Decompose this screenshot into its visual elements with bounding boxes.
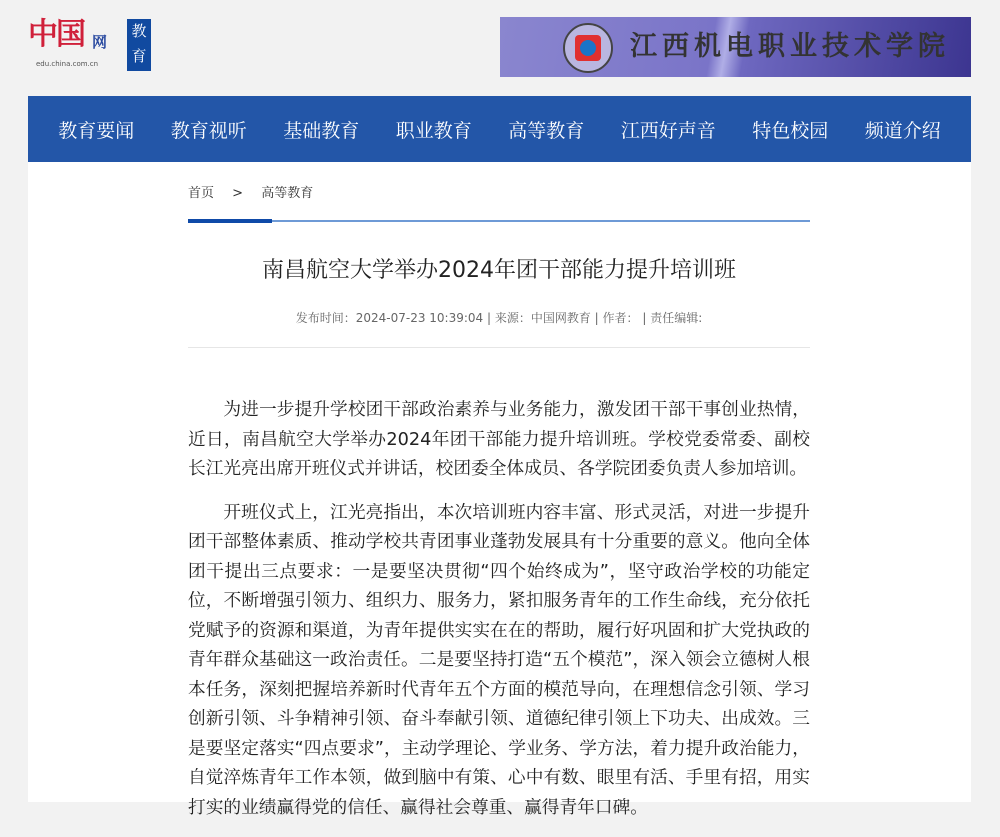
main-nav xyxy=(28,96,971,162)
breadcrumb-home[interactable]: 首页 xyxy=(188,186,215,201)
banner-text: 江西机电职业技术学院 xyxy=(630,31,950,62)
divider xyxy=(188,220,810,222)
ad-banner[interactable] xyxy=(500,17,971,77)
college-seal-icon xyxy=(563,23,613,73)
paragraph: 开班仪式上，江光亮指出，本次培训班内容丰富、形式灵活，对进一步提升团干部整体素质、推动学校共青团事业蓬勃发展具有十分重要的意义。他向全体团干提出三点要求：一是要坚决贯彻“四个始终成为”，坚守政治学校的功能定位，不断增强引领力、组织力、服务力，紧扣服务青年的工作生命线，充分依托党赋予的资源和渠道，为青年提供实实在在的帮助，履行好巩固和扩大党执政的青年群众基础这一政治责任。二是要坚持打造“五个模范”，深入领会立德树人根本任务，深刻把握培养新时代青年五个方面的模范导向，在理想信念引领、学习创新引领、斗争精神引领、奋斗奉献引领、道德纪律引领上下功夫、出成效。三是要坚定落实“四点要求”，主动学理论、学业务、学方法，着力提升政治能力，自觉淬炼青年工作本领，做到脑中有策、心中有数、眼里有活、手里有招，用实打实的业绩赢得党的信任、赢得社会尊重、赢得青年口碑。 xyxy=(188,502,810,818)
nav-item[interactable]: 教育视听 xyxy=(170,119,247,142)
nav-item[interactable]: 频道介绍 xyxy=(864,119,941,142)
paragraph: 为进一步提升学校团干部政治素养与业务能力，激发团干部干事创业热情，近日，南昌航空大学举办2024年团干部能力提升培训班。学校党委常委、副校长江光亮出席开班仪式并讲话，校团委全体成员、各学院团委负责人参加培训。 xyxy=(188,400,810,479)
nav-item[interactable]: 职业教育 xyxy=(395,119,472,142)
article-container xyxy=(28,162,971,818)
logo-url: edu.china.com.cn xyxy=(36,60,99,68)
logo-text: 中国 xyxy=(28,17,84,52)
nav-item[interactable]: 江西好声音 xyxy=(620,119,716,142)
breadcrumb xyxy=(188,186,327,202)
site-logo[interactable] xyxy=(28,17,152,71)
nav-item[interactable]: 教育要闻 xyxy=(58,119,135,142)
divider xyxy=(188,347,810,348)
nav-item[interactable]: 基础教育 xyxy=(283,119,360,142)
nav-item[interactable]: 高等教育 xyxy=(508,119,585,142)
channel-badge: 教育 xyxy=(127,19,151,71)
article-body xyxy=(188,396,810,837)
breadcrumb-separator: > xyxy=(232,186,244,201)
breadcrumb-current[interactable]: 高等教育 xyxy=(261,186,314,201)
article-title: 南昌航空大学举办2024年团干部能力提升培训班 xyxy=(262,258,736,283)
article-meta: 发布时间：2024-07-23 10:39:04 | 来源：中国网教育 | 作者： | 责任编辑: xyxy=(295,311,703,325)
nav-item[interactable]: 特色校园 xyxy=(752,119,829,142)
logo-wang: 网 xyxy=(92,33,108,51)
